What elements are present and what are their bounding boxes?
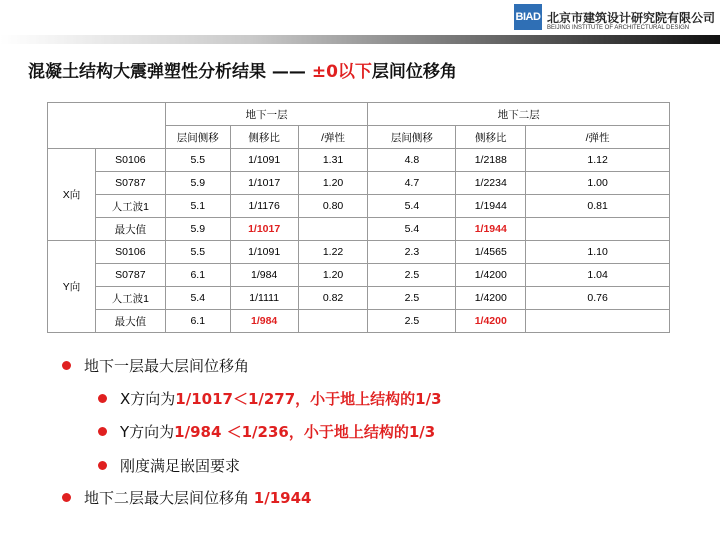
bullet-text: 地下二层最大层间位移角 [84,489,254,507]
table-cell: 5.9 [165,172,230,195]
table-cell: 0.80 [298,195,368,218]
table-cell: 5.1 [165,195,230,218]
table-cell: 1/984 [230,264,298,287]
bullet-dot [62,361,71,370]
biad-logo: BIAD [514,4,542,30]
table-cell: 2.5 [368,264,456,287]
bullet-dot [98,461,107,470]
record-name: 人工波1 [95,287,165,310]
header-bar [0,0,720,44]
table-group-header: 地下二层 [368,103,670,126]
bullet-text: 地下一层最大层间位移角 [84,357,250,375]
table-row [48,195,670,218]
table-cell: 1/1091 [230,241,298,264]
direction-label: Y向 [48,241,96,333]
record-name: 最大值 [95,310,165,333]
table-cell [526,218,670,241]
table-row [48,287,670,310]
table-header-row [48,103,670,126]
table-cell: 0.81 [526,195,670,218]
table-cell: 1/1944 [456,195,526,218]
table-cell: 6.1 [165,310,230,333]
bullet-text: X方向为 [120,390,176,408]
table-cell: 1.20 [298,172,368,195]
title-highlight: ±0以下 [311,62,372,82]
bullet-item [120,421,435,442]
bullet-text: Y方向为 [120,423,175,441]
table-cell: 5.4 [165,287,230,310]
table-cell: 1.12 [526,149,670,172]
table-cell: 1/1017 [230,172,298,195]
table-cell: 2.5 [368,287,456,310]
table-cell: 5.4 [368,218,456,241]
max-drift-ratio: 1/984 [230,310,298,333]
table-cell: 2.5 [368,310,456,333]
table-column-header: 侧移比 [456,126,526,149]
table-cell: 0.82 [298,287,368,310]
bullet-item [84,355,249,376]
table-row [48,218,670,241]
table-cell: 1.31 [298,149,368,172]
table-row [48,149,670,172]
table-cell: 5.5 [165,241,230,264]
table-cell: 0.76 [526,287,670,310]
record-name: S0787 [95,264,165,287]
table-cell: 1.10 [526,241,670,264]
table-cell: 6.1 [165,264,230,287]
table-cell: 1/4565 [456,241,526,264]
table-column-header: 侧移比 [230,126,298,149]
table-cell: 1.22 [298,241,368,264]
table-row [48,310,670,333]
table-row [48,264,670,287]
table-cell [526,310,670,333]
table-cell: 1/1091 [230,149,298,172]
table-row [48,172,670,195]
bullet-dot [98,427,107,436]
bullet-highlight: 1/1944 [253,489,312,507]
table-cell: 1/4200 [456,264,526,287]
table-cell: 1/4200 [456,287,526,310]
company-name-en: BEIJING INSTITUTE OF ARCHITECTURAL DESIGN [547,25,690,31]
bullet-text: 刚度满足嵌固要求 [120,457,241,475]
bullet-item [120,388,442,409]
bullet-item [84,487,311,508]
max-drift-ratio: 1/1944 [456,218,526,241]
table-cell: 4.8 [368,149,456,172]
table-cell: 1/1111 [230,287,298,310]
max-drift-ratio: 1/1017 [230,218,298,241]
record-name: S0106 [95,241,165,264]
table-cell: 1.00 [526,172,670,195]
table-cell: 1.04 [526,264,670,287]
table-group-header: 地下一层 [165,103,368,126]
table-column-header: /弹性 [298,126,368,149]
record-name: S0787 [95,172,165,195]
max-drift-ratio: 1/4200 [456,310,526,333]
table-column-header: 层间侧移 [165,126,230,149]
table-column-header: /弹性 [526,126,670,149]
record-name: S0106 [95,149,165,172]
bullet-highlight: 1/984 ＜1/236，小于地上结构的1/3 [174,423,436,441]
title-main: 混凝土结构大震弹塑性分析结果 —— [28,62,312,82]
drift-table [47,102,670,333]
table-cell: 2.3 [368,241,456,264]
table-cell: 4.7 [368,172,456,195]
table-cell: 5.5 [165,149,230,172]
bullet-dot [98,394,107,403]
record-name: 最大值 [95,218,165,241]
table-cell: 1/2188 [456,149,526,172]
table-cell: 1/1176 [230,195,298,218]
table-cell: 5.4 [368,195,456,218]
title-tail: 层间位移角 [371,62,457,82]
table-cell: 1/2234 [456,172,526,195]
table-row [48,241,670,264]
record-name: 人工波1 [95,195,165,218]
bullet-item [120,455,240,476]
direction-label: X向 [48,149,96,241]
header-gradient-line [0,35,720,44]
bullet-highlight: 1/1017＜1/277，小于地上结构的1/3 [175,390,442,408]
company-name-cn: 北京市建筑设计研究院有限公司 [547,11,716,25]
table-cell [298,218,368,241]
table-cell: 1.20 [298,264,368,287]
bullet-dot [62,493,71,502]
table-cell: 5.9 [165,218,230,241]
table-cell [298,310,368,333]
table-column-header: 层间侧移 [368,126,456,149]
table-corner [48,103,166,149]
slide-title [28,57,457,82]
